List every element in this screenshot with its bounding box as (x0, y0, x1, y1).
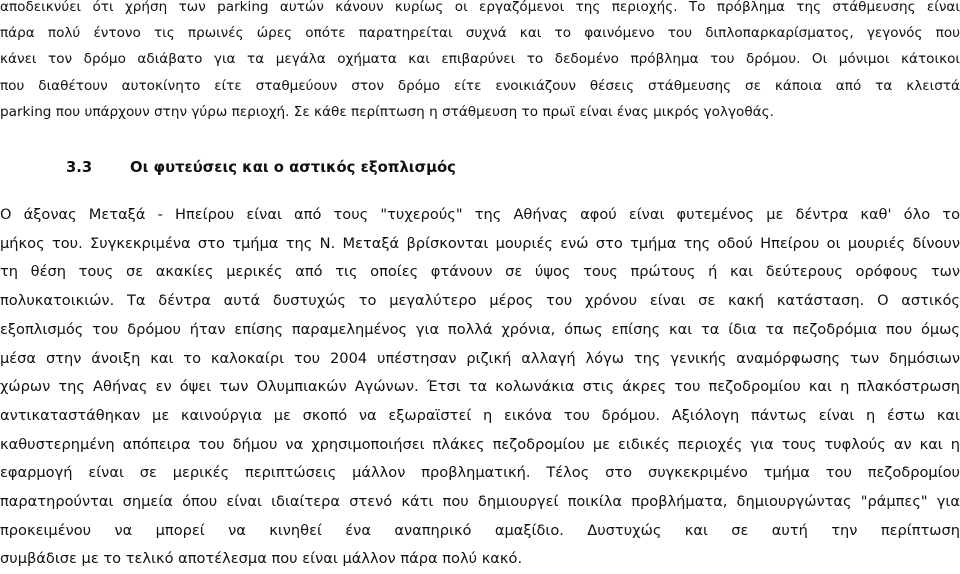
section-title: Οι φυτεύσεις και ο αστικός εξοπλισμός (130, 159, 456, 176)
paragraph-line: προκειμένου να μπορεί να κινηθεί ένα αναπηρικό αμαξίδιο. Δυστυχώς και σε αυτή την περίπτωση (0, 521, 960, 539)
paragraph-line: αποδεικνύει ότι χρήση των parking αυτών κάνουν κυρίως οι εργαζόμενοι της περιοχής. Το πρόβλημα της στάθμευσης είναι (0, 0, 960, 15)
paragraph-line: αντικαταστάθηκαν με καινούργια με σκοπό να εξωραϊστεί η εικόνα του δρόμου. Αξιόλογη πάντως είναι η έστω και (0, 406, 960, 424)
section-heading (66, 158, 960, 178)
paragraph-line: μήκος του. Συγκεκριμένα στο τμήμα της Ν. Μεταξά βρίσκονται μουριές ενώ στο τμήμα της οδού Ηπείρου οι μουριές δίνουν (0, 234, 960, 252)
paragraph-line: συμβάδισε με το τελικό αποτέλεσμα που είναι μάλλον πάρα πολύ κακό. (0, 550, 523, 568)
paragraph-line: εφαρμογή είναι σε μερικές περιπτώσεις μάλλον προβληματική. Τέλος στο συγκεκριμένο τμήμα του πεζοδρομίου (0, 464, 960, 482)
paragraph-line: κάνει τον δρόμο αδιάβατο για τα μεγάλα οχήματα και επιβαρύνει το δεδομένο πρόβλημα του δρόμου. Οι μόνιμοι κάτοικοι (0, 51, 960, 68)
paragraph-line: χώρων της Αθήνας εν όψει των Ολυμπιακών Αγώνων. Έτσι τα κολωνάκια στις άκρες του πεζοδρομίου και η πλακόστρωση (0, 378, 960, 396)
paragraph-line: παρατηρούνται σημεία όπου είναι ιδιαίτερα στενό κάτι που δημιουργεί ποικίλα προβλήματα, δημιουργώντας "ράμπες" για (0, 493, 960, 511)
section-number: 3.3 (66, 159, 93, 176)
paragraph-line: parking που υπάρχουν στην γύρω περιοχή. Σε κάθε περίπτωση η στάθμευση το πρωϊ είναι ένας μικρός γολγοθάς. (0, 103, 774, 120)
paragraph-line: καθυστερημένη απόπειρα του δήμου να χρησιμοποιήσει πλάκες πεζοδρομίου με ειδικές περιοχές για τους τυφλούς αν και η (0, 435, 960, 453)
paragraph-parking (0, 0, 960, 125)
paragraph-plantings (0, 201, 960, 574)
paragraph-line: Ο άξονας Μεταξά - Ηπείρου είναι από τους "τυχερούς" της Αθήνας αφού είναι φυτεμένος με δέντρα καθ' όλο το (0, 206, 960, 223)
paragraph-line: πολυκατοικιών. Τα δέντρα αυτά δυστυχώς το μεγαλύτερο μέρος του χρόνου είναι σε κακή κατάσταση. Ο αστικός (0, 292, 960, 310)
paragraph-line: που διαθέτουν αυτοκίνητο είτε σταθμεύουν στον δρόμο είτε ενοικιάζουν θέσεις στάθμευσης σε κάποια από τα κλειστά (0, 77, 960, 94)
paragraph-line: μέσα στην άνοιξη και το καλοκαίρι του 2004 υπέστησαν ριζική αλλαγή λόγω της γενικής αναμόρφωσης των δημόσιων (0, 349, 960, 367)
paragraph-line: τη θέση τους σε ακακίες μερικές από τις οποίες φτάνουν σε ύψος τους πρώτους ή και δεύτερους ορόφους των (0, 263, 960, 281)
paragraph-line: εξοπλισμός του δρόμου ήταν επίσης παραμελημένος για πολλά χρόνια, όπως επίσης και τα ίδια τα πεζοδρόμια που όμως (0, 320, 960, 338)
paragraph-line: πάρα πολύ έντονο τις πρωινές ώρες οπότε παρατηρείται συχνά και το φαινόμενο του διπλοπαρκαρίσματος, γεγονός που (0, 25, 960, 42)
